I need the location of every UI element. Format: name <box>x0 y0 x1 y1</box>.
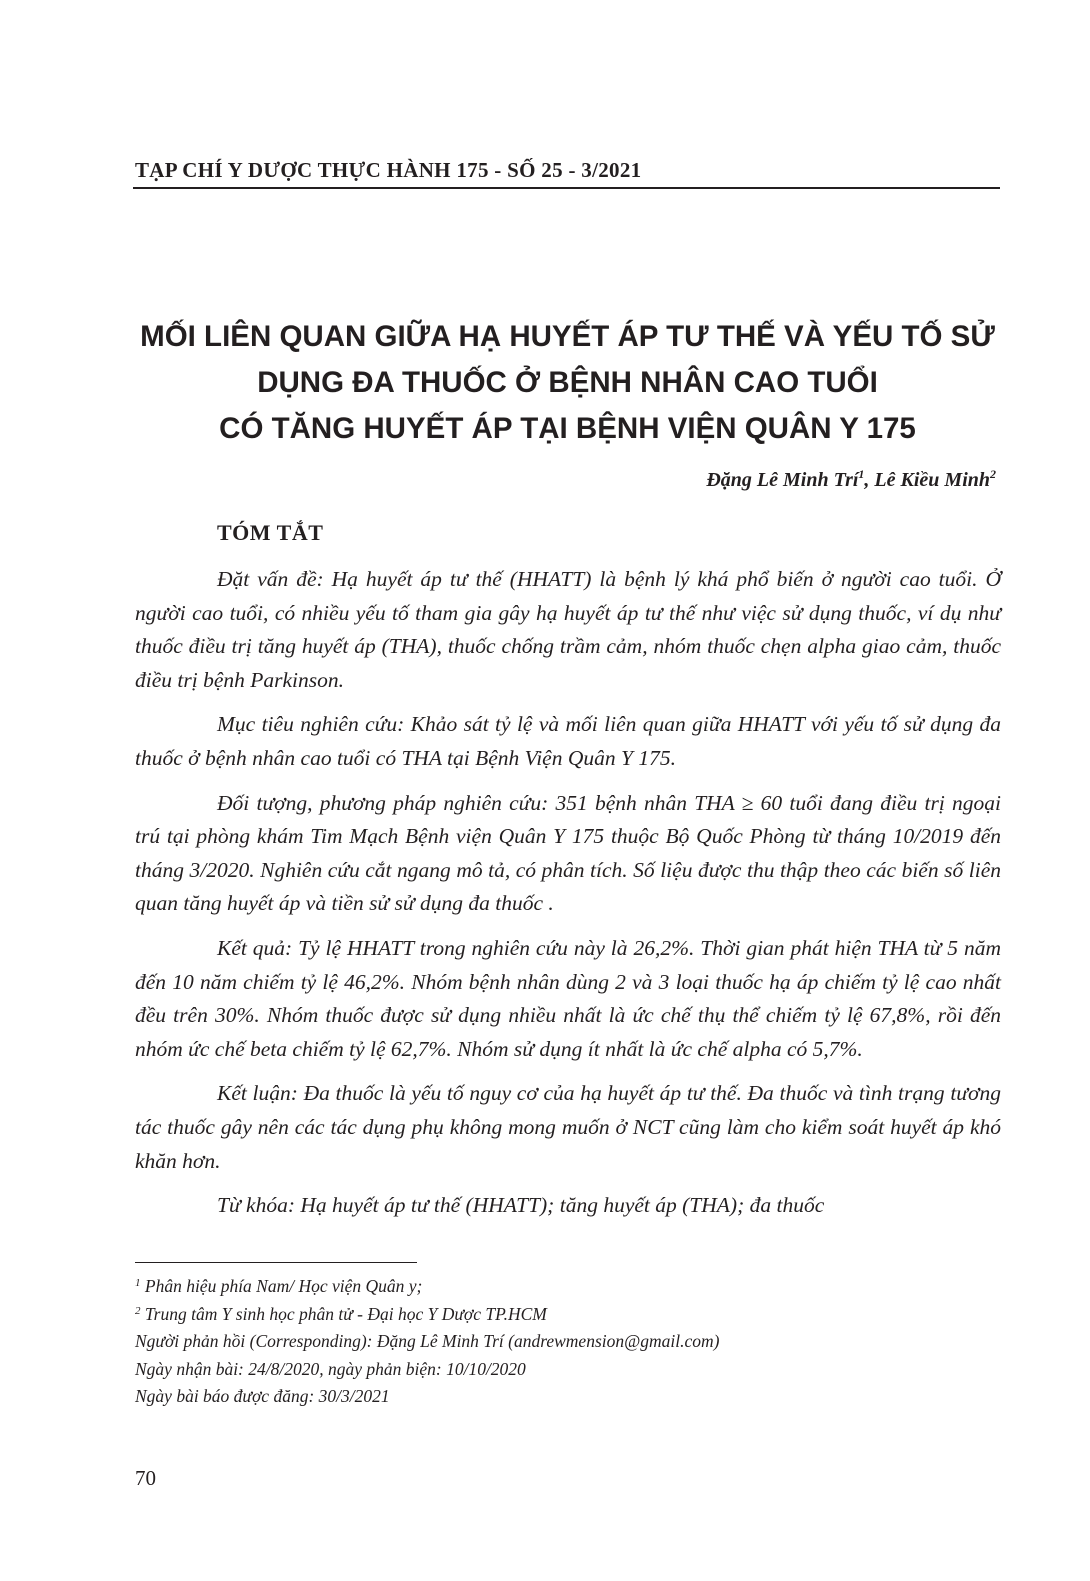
title-line: CÓ TĂNG HUYẾT ÁP TẠI BỆNH VIỆN QUÂN Y 175 <box>219 412 916 445</box>
abstract-keywords: Từ khóa: Hạ huyết áp tư thế (HHATT); tăng huyết áp (THA); đa thuốc <box>217 1193 825 1218</box>
header-rule <box>133 187 1000 189</box>
footnote-mark: 2 <box>135 1304 141 1317</box>
journal-running-head: TẠP CHÍ Y DƯỢC THỰC HÀNH 175 - SỐ 25 - 3/2021 <box>135 158 642 182</box>
abstract-objective: Mục tiêu nghiên cứu: Khảo sát tỷ lệ và mối liên quan giữa HHATT với yếu tố sử dụng đa thuốc ở bệnh nhân cao tuổi có THA tại Bệnh Viện Quân Y 175. <box>135 712 1001 770</box>
article-title <box>100 314 1035 452</box>
footnote-affiliation <box>135 1273 1001 1301</box>
abstract-results: Kết quả: Tỷ lệ HHATT trong nghiên cứu này là 26,2%. Thời gian phát hiện THA từ 5 năm đến 10 năm chiếm tỷ lệ 46,2%. Nhóm bệnh nhân dùng 2 và 3 loại thuốc hạ áp chiếm tỷ lệ cao nhất đều trên 30%. Nhóm thuốc được sử dụng nhiều nhất là ức chế thụ thể chiếm tỷ lệ 67,8%, rồi đến nhóm ức chế beta chiếm tỷ lệ 62,7%. Nhóm sử dụng ít nhất là ức chế alpha có 5,7%. <box>135 935 1001 1061</box>
footnote-text: Trung tâm Y sinh học phân tử - Đại học Y Dược TP.HCM <box>144 1303 547 1324</box>
author-affiliation-mark: 1 <box>858 467 865 481</box>
abstract-conclusion: Kết luận: Đa thuốc là yếu tố nguy cơ của hạ huyết áp tư thế. Đa thuốc và tình trạng tương tác thuốc gây nên các tác dụng phụ không mong muốn ở NCT cũng làm cho kiểm soát huyết áp khó khăn hơn. <box>135 1081 1001 1173</box>
abstract-body <box>135 563 1001 1234</box>
footnote-published-date: Ngày bài báo được đăng: 30/3/2021 <box>135 1386 390 1406</box>
abstract-heading: TÓM TẮT <box>217 520 324 545</box>
footnote-corresponding: Người phản hồi (Corresponding): Đặng Lê Minh Trí (andrewmension@gmail.com) <box>135 1331 720 1351</box>
abstract-methods: Đối tượng, phương pháp nghiên cứu: 351 bệnh nhân THA ≥ 60 tuổi đang điều trị ngoại trú tại phòng khám Tim Mạch Bệnh viện Quân Y 175 thuộc Bộ Quốc Phòng từ tháng 10/2019 đến tháng 3/2020. Nghiên cứu cắt ngang mô tả, có phân tích. Số liệu được thu thập theo các biến số liên quan tăng huyết áp và tiền sử sử dụng đa thuốc . <box>135 790 1001 916</box>
abstract-background: Đặt vấn đề: Hạ huyết áp tư thế (HHATT) là bệnh lý khá phổ biến ở người cao tuổi. Ở người cao tuổi, có nhiều yếu tố tham gia gây hạ huyết áp tư thế như việc sử dụng thuốc, ví dụ như thuốc điều trị tăng huyết áp (THA), thuốc chống trầm cảm, nhóm thuốc chẹn alpha giao cảm, thuốc điều trị bệnh Parkinson. <box>135 567 1001 692</box>
author-name: Đặng Lê Minh Trí <box>706 469 859 491</box>
page-number: 70 <box>135 1466 156 1490</box>
footnote-received-date: Ngày nhận bài: 24/8/2020, ngày phản biện: 10/10/2020 <box>135 1358 526 1379</box>
author-separator: , <box>864 469 875 491</box>
footnote-affiliation <box>135 1301 1001 1329</box>
footnote-rule <box>135 1262 417 1263</box>
author-name: Lê Kiều Minh <box>874 469 990 491</box>
author-affiliation-mark: 2 <box>990 467 996 481</box>
title-line: DỤNG ĐA THUỐC Ở BỆNH NHÂN CAO TUỔI <box>257 366 878 399</box>
footnote-mark: 1 <box>135 1277 141 1289</box>
footnotes <box>135 1273 1001 1411</box>
author-line <box>706 469 996 492</box>
title-line: MỐI LIÊN QUAN GIỮA HẠ HUYẾT ÁP TƯ THẾ VÀ YẾU TỐ SỬ <box>140 320 995 353</box>
footnote-text: Phân hiệu phía Nam/ Học viện Quân y; <box>144 1276 423 1296</box>
